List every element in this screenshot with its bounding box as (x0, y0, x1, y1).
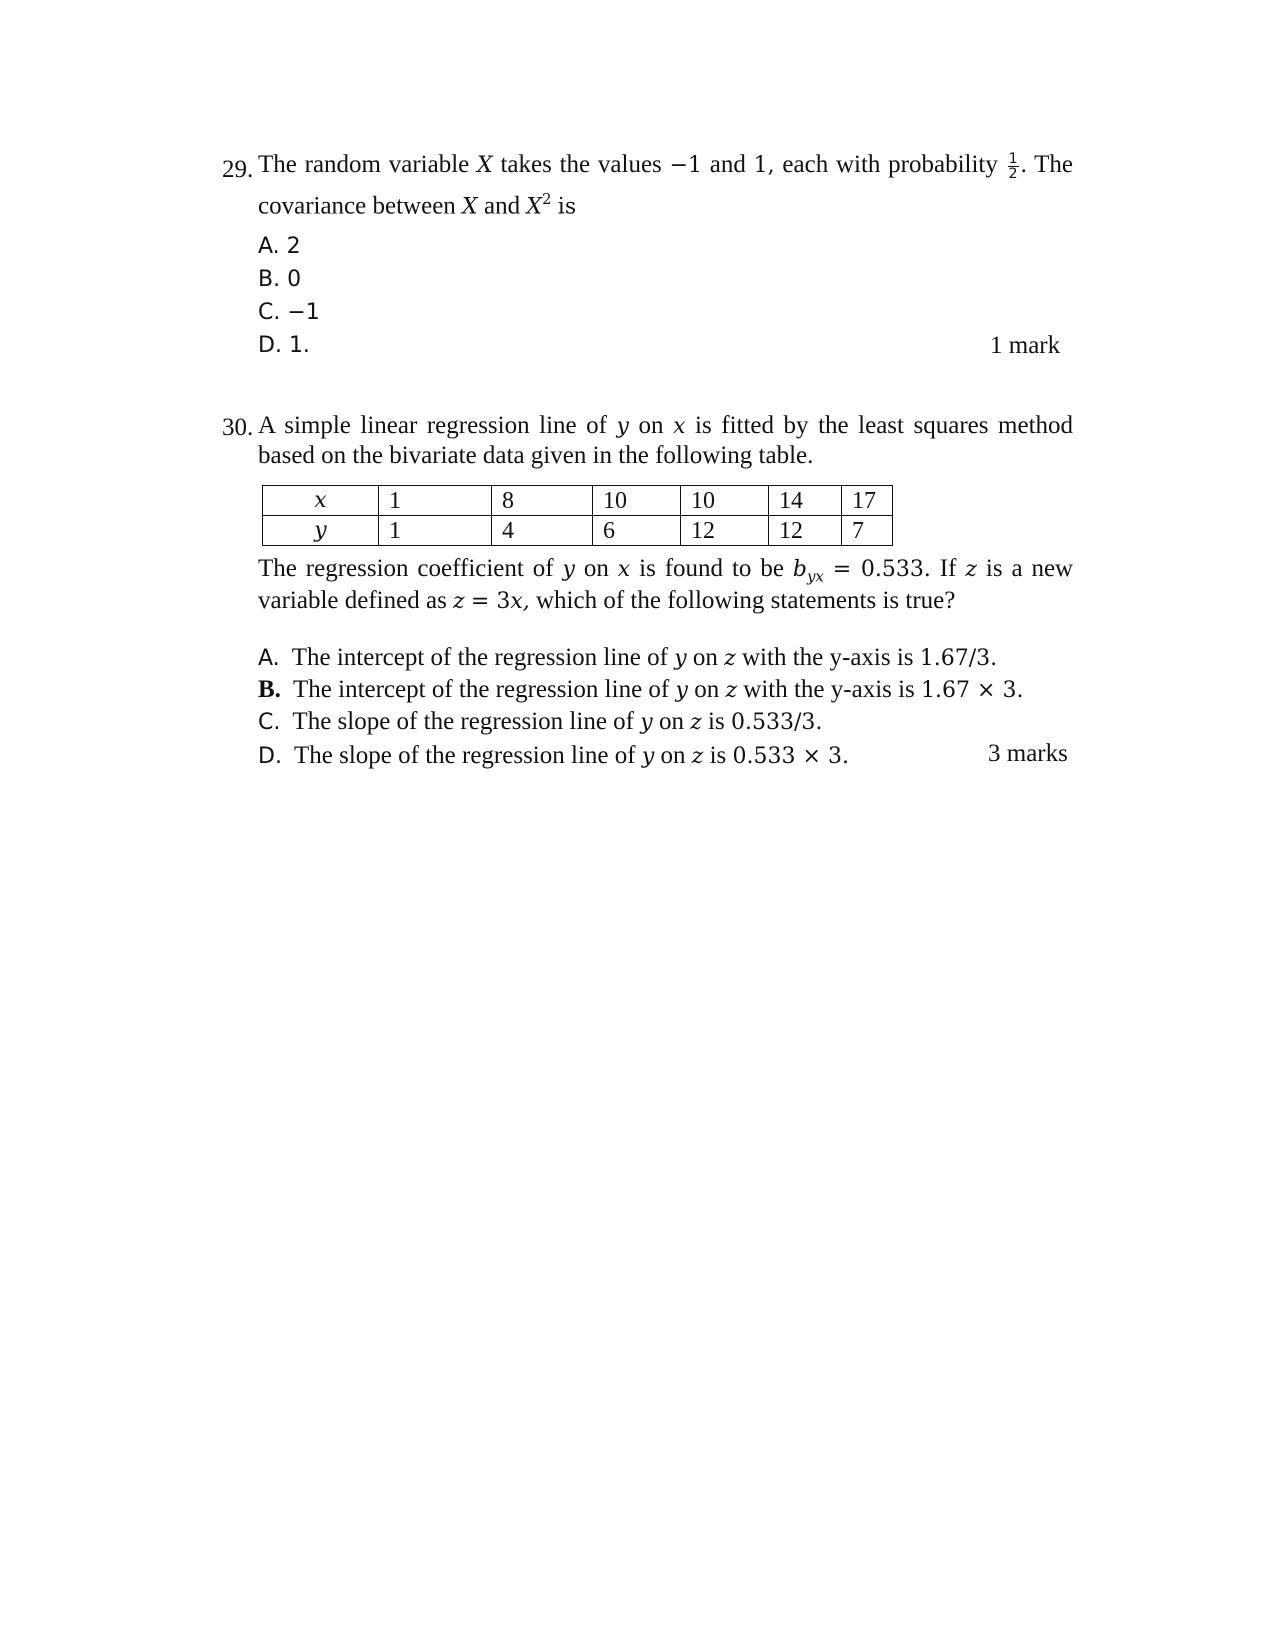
table-row (263, 486, 893, 516)
option-label: B. (258, 676, 281, 703)
q30-option-d: D. The slope of the regression line of y on z is 0.533 × 3. (258, 742, 849, 769)
q29-text: and (709, 151, 746, 179)
math-var: X (526, 194, 542, 220)
table-cell: 7 (842, 516, 893, 546)
table-cell: 4 (492, 516, 593, 546)
q30-text: The regression coefficient of (258, 555, 554, 582)
q30-text: If (939, 555, 957, 582)
table-cell: 6 (593, 516, 681, 546)
option-label: D. (258, 744, 282, 769)
q30-statement-1 (258, 556, 1073, 584)
math-value: 1, (753, 153, 775, 179)
q30-text: is fitted by the least squares method (695, 412, 1074, 439)
q30-statement-2 (258, 588, 955, 613)
table-cell: 14 (769, 486, 842, 516)
table-row (263, 516, 893, 546)
q29-option-a: A. 2 (258, 234, 301, 259)
q30-text: on (583, 555, 609, 582)
q29-option-c: C. −1 (258, 300, 320, 325)
q30-text: is a new (985, 555, 1074, 582)
table-header-y: y (263, 516, 379, 546)
table-cell: 10 (681, 486, 769, 516)
math-var: y (616, 414, 629, 439)
q30-marks: 3 marks (988, 740, 1068, 767)
q29-line-2 (258, 192, 576, 218)
table-cell: 1 (379, 486, 492, 516)
math-value: −1 (669, 153, 702, 179)
q29-text: each with probability (782, 151, 998, 179)
q30-text: variable defined as (258, 587, 447, 614)
q29-text: The random variable (258, 151, 470, 179)
math-var: X (462, 194, 478, 220)
math-var: y (562, 557, 575, 582)
q29-text: is (557, 194, 577, 220)
q29-text: takes the values (500, 151, 662, 179)
q29-text: and (483, 192, 521, 220)
data-table (262, 485, 893, 546)
q30-text: on (638, 412, 664, 439)
math-value: = 3 (470, 589, 511, 614)
q29-option-b: B. 0 (258, 267, 302, 292)
q29-text: covariance between (258, 192, 456, 220)
table-cell: 8 (492, 486, 593, 516)
math-var: x (617, 557, 631, 582)
math-var: x (673, 414, 686, 439)
q29-marks: 1 mark (990, 332, 1061, 359)
q29-line-1 (258, 152, 1073, 181)
option-label: A. (258, 646, 280, 671)
option-label: C. (258, 710, 281, 735)
table-cell: 17 (842, 486, 893, 516)
table-cell: 12 (769, 516, 842, 546)
q30-text: which of the following statements is true? (535, 587, 956, 614)
q29-option-d: D. 1. (258, 333, 310, 358)
table-cell: 10 (593, 486, 681, 516)
math-var: $b_{yx}$ (792, 557, 824, 586)
math-var: X (477, 153, 493, 179)
q30-text: is found to be (639, 555, 784, 582)
q30-line-1 (258, 413, 1073, 438)
q30-line-2: based on the bivariate data given in the following table. (258, 442, 814, 469)
q30-option-c: C. The slope of the regression line of y on z is 0.533/3. (258, 708, 823, 735)
table-header-x: x (263, 486, 379, 516)
math-value: = 0.533. (832, 557, 931, 582)
fraction: $\frac{1}{2}$ (1008, 151, 1018, 182)
table-cell: 1 (379, 516, 492, 546)
math-var: z (453, 589, 465, 614)
q29-number: 29. (222, 156, 254, 183)
table-cell: 12 (681, 516, 769, 546)
math-var: x, (510, 589, 530, 614)
math-exponent: 2 (542, 190, 552, 208)
q29-text: . The (1020, 151, 1073, 179)
math-var: z (965, 557, 977, 582)
q30-text: A simple linear regression line of (258, 412, 607, 439)
q30-number: 30. (222, 414, 254, 441)
q30-option-b: B. The intercept of the regression line of y on z with the y-axis is 1.67 × 3. (258, 676, 1024, 703)
q30-option-a: A. The intercept of the regression line of y on z with the y-axis is 1.67/3. (258, 644, 998, 671)
